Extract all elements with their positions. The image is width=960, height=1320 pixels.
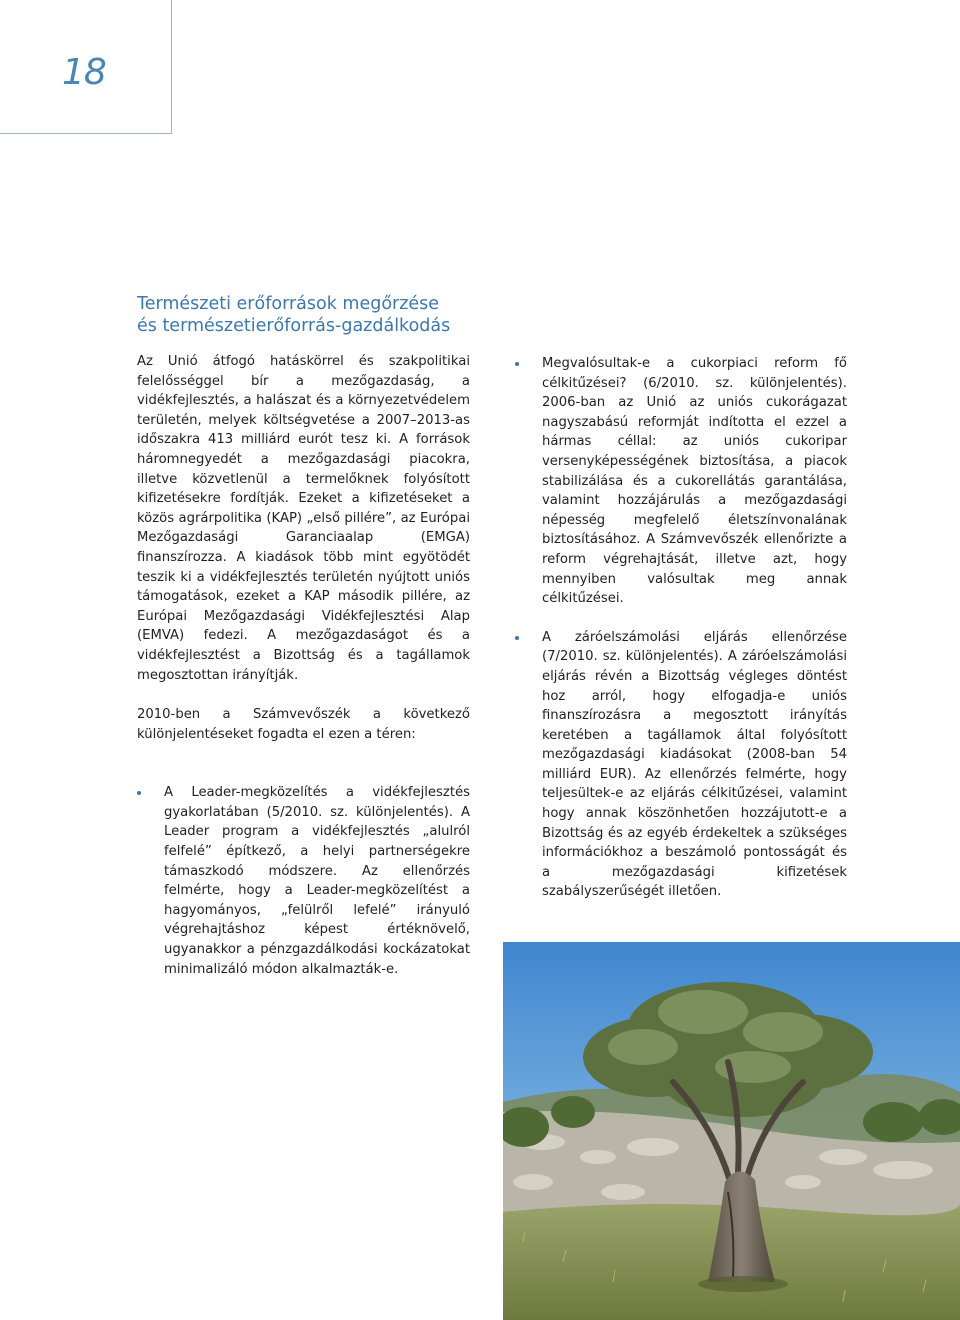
olive-tree-illustration	[503, 942, 960, 1320]
right-column	[515, 354, 847, 902]
left-column	[137, 352, 470, 979]
list-item-leader-report: A Leader-megközelítés a vidékfejlesztés gyakorlatában (5/2010. sz. különjelentés). A Leader program a vidékfejlesztés „alulról felfelé” építkező, a helyi partnerségekre támaszkodó módszere. Az ellenőrzés felmérte, hogy a Leader-megközelítést a hagyományos, „felülről lefelé” irányuló végrehajtáshoz képest értéknövelő, ugyanakkor a pénzgazdálkodási kockázatokat minimalizáló módon alkalmazták-e.	[137, 783, 470, 979]
section-title-line-1: Természeti erőforrások megőrzése	[137, 294, 440, 314]
page-number: 18	[62, 52, 106, 93]
intro-paragraph: Az Unió átfogó hatáskörrel és szakpolitikai felelősséggel bír a mezőgazdaság, a vidékfejlesztés, a halászat és a környezetvédelem területén, melyek költségvetése a 2007–2013-as időszakra 413 milliárd eurót tesz ki. A források háromnegyedét a mezőgazdasági piacokra, illetve közvetlenül a termelőknek folyósított kifizetésekre fordítják. Ezeket a kifizetéseket a közös agrárpolitika (KAP) „első pillére”, az Európai Mezőgazdasági Garanciaalap (EMGA) finanszírozza. A kiadások több mint egyötödét teszik ki a vidékfejlesztés területén nyújtott uniós támogatások, ezeket a KAP második pillére, az Európai Mezőgazdasági Vidékfejlesztési Alap (EMVA) fedezi. A mezőgazdaságot és a vidékfejlesztést a Bizottság és a tagállamok megosztottan irányítják.	[137, 354, 470, 683]
reports-intro-paragraph: 2010-ben a Számvevőszék a következő különjelentéseket fogadta el ezen a téren:	[137, 707, 470, 742]
olive-tree-photo	[503, 942, 960, 1320]
list-item-clearance-report: A záróelszámolási eljárás ellenőrzése (7/2010. sz. különjelentés). A záróelszámolási eljárás révén a Bizottság végleges döntést hoz arról, hogy elfogadja-e uniós finanszírozásra a megosztott irányítás keretében a tagállamok által folyósított mezőgazdasági kiadásokat (2008-ban 54 milliárd EUR). Az ellenőrzés felmérte, hogy teljesültek-e az eljárás célkitűzései, valamint hogy annak köszönhetően hozzájutott-e a Bizottság és az egyéb érdekeltek a szükséges információkhoz a beszámoló pontosságát és a mezőgazdasági kifizetések szabályszerűségét illetően.	[515, 628, 847, 902]
left-bullet-list	[137, 783, 470, 979]
section-title	[137, 293, 537, 337]
section-title-line-2: és természetierőforrás-gazdálkodás	[137, 316, 451, 336]
list-item-sugar-reform-report: Megvalósultak-e a cukorpiaci reform fő célkitűzései? (6/2010. sz. különjelentés). 2006-ban az Unió az uniós cukorágazat nagyszabású reformját indította el ezzel a hármas céllal: az uniós cukoripar versenyképességének biztosítása, a piacok stabilizálása és a cukorellátás garantálása, valamint hozzájárulás a mezőgazdasági népesség megfelelő életszínvonalának biztosításához. A Számvevőszék ellenőrizte a reform végrehajtását, illetve azt, hogy mennyiben valósultak meg annak célkitűzései.	[515, 354, 847, 609]
page-number-frame	[0, 0, 172, 134]
right-bullet-list	[515, 354, 847, 902]
